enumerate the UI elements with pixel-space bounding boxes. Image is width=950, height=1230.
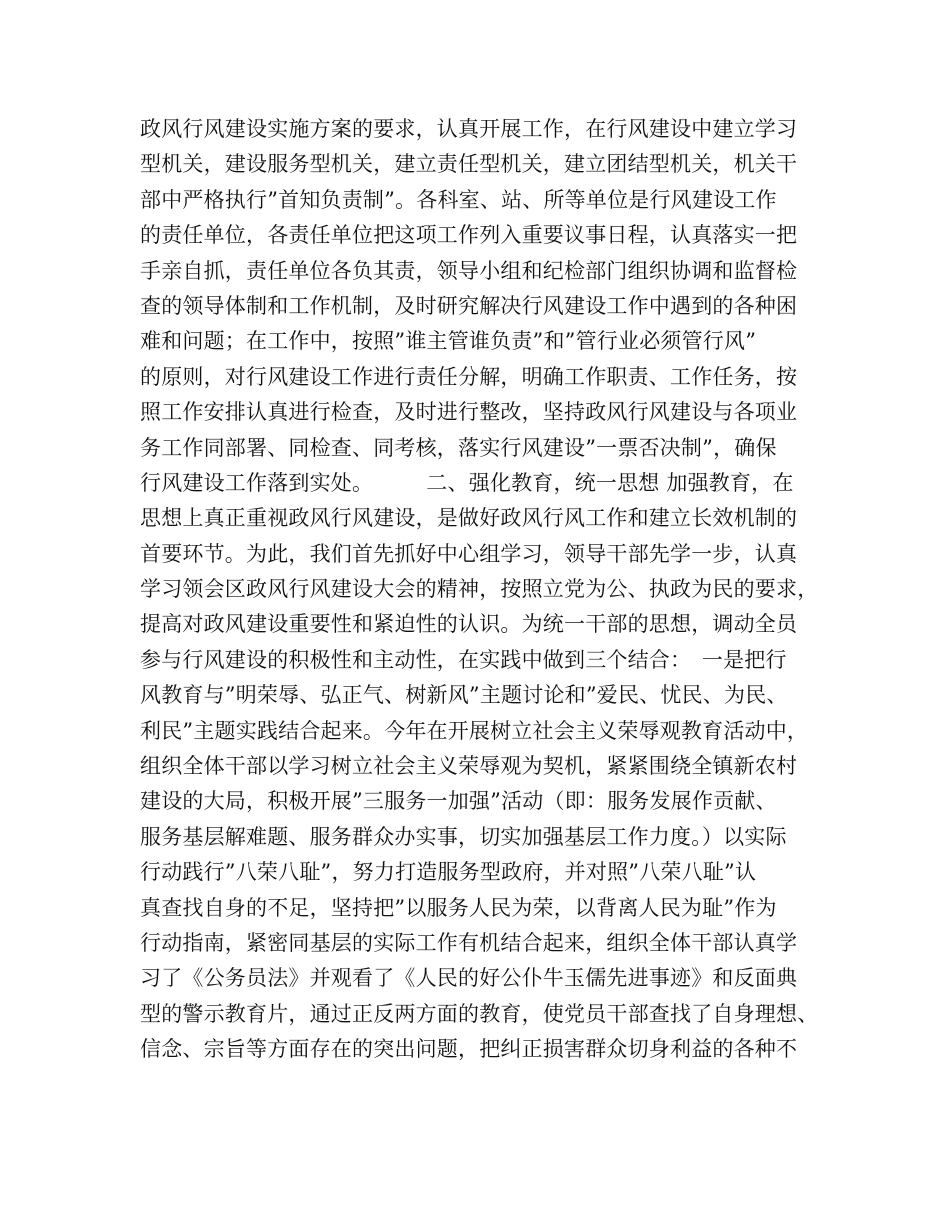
body-text bbox=[140, 112, 830, 1068]
text-line: 难和问题；在工作中，按照”谁主管谁负责”和”管行业必须管行风” bbox=[140, 329, 757, 354]
text-line: 思想上真正重视政风行风建设，是做好政风行风工作和建立长效机制的 bbox=[140, 506, 798, 531]
text-line: 行风建设工作落到实处。 二、强化教育，统一思想 加强教育，在 bbox=[140, 470, 794, 495]
text-line: 务工作同部署、同检查、同考核，落实行风建设”一票否决制”，确保 bbox=[140, 435, 777, 460]
text-line: 风教育与”明荣辱、弘正气、树新风”主题讨论和”爱民、忧民、为民、 bbox=[140, 683, 788, 708]
text-line: 真查找自身的不足，坚持把”以服务人民为荣，以背离人民为耻”作为 bbox=[140, 895, 777, 920]
text-line: 参与行风建设的积极性和主动性，在实践中做到三个结合： 一是把行 bbox=[140, 647, 787, 672]
text-line: 首要环节。为此，我们首先抓好中心组学习，领导干部先学一步，认真 bbox=[140, 541, 798, 566]
text-line: 信念、宗旨等方面存在的突出问题，把纠正损害群众切身利益的各种不 bbox=[140, 1037, 798, 1062]
text-line: 提高对政风建设重要性和紧迫性的认识。为统一干部的思想，调动全员 bbox=[140, 612, 798, 637]
text-line: 查的领导体制和工作机制，及时研究解决行风建设工作中遇到的各种困 bbox=[140, 293, 798, 318]
text-line: 的责任单位，各责任单位把这项工作列入重要议事日程，认真落实一把 bbox=[140, 223, 798, 248]
text-line: 习了《公务员法》并观看了《人民的好公仆牛玉儒先进事迹》和反面典 bbox=[140, 966, 798, 991]
text-line: 政风行风建设实施方案的要求，认真开展工作，在行风建设中建立学习 bbox=[140, 117, 798, 141]
text-line: 组织全体干部以学习树立社会主义荣辱观为契机，紧紧围绕全镇新农村 bbox=[140, 754, 798, 779]
text-line: 部中严格执行”首知负责制”。各科室、站、所等单位是行风建设工作 bbox=[140, 187, 777, 212]
text-line: 学习领会区政风行风建设大会的精神，按照立党为公、执政为民的要求， bbox=[140, 577, 819, 602]
text-line: 照工作安排认真进行检查，及时进行整改，坚持政风行风建设与各项业 bbox=[140, 400, 798, 425]
text-line: 利民”主题实践结合起来。今年在开展树立社会主义荣辱观教育活动中， bbox=[140, 718, 809, 743]
text-line: 建设的大局，积极开展”三服务一加强”活动（即：服务发展作贡献、 bbox=[140, 789, 777, 814]
text-line: 服务基层解难题、服务群众办实事，切实加强基层工作力度。）以实际 bbox=[140, 824, 787, 849]
text-line: 型机关，建设服务型机关，建立责任型机关，建立团结型机关，机关干 bbox=[140, 152, 798, 177]
text-line: 行动践行”八荣八耻”，努力打造服务型政府，并对照”八荣八耻”认 bbox=[140, 860, 757, 885]
text-line: 手亲自抓，责任单位各负其责，领导小组和纪检部门组织协调和监督检 bbox=[140, 258, 798, 283]
text-line: 的原则，对行风建设工作进行责任分解，明确工作职责、工作任务，按 bbox=[140, 364, 798, 389]
text-line: 型的警示教育片，通过正反两方面的教育，使党员干部查找了自身理想、 bbox=[140, 1001, 819, 1026]
text-line: 行动指南，紧密同基层的实际工作有机结合起来，组织全体干部认真学 bbox=[140, 930, 798, 955]
